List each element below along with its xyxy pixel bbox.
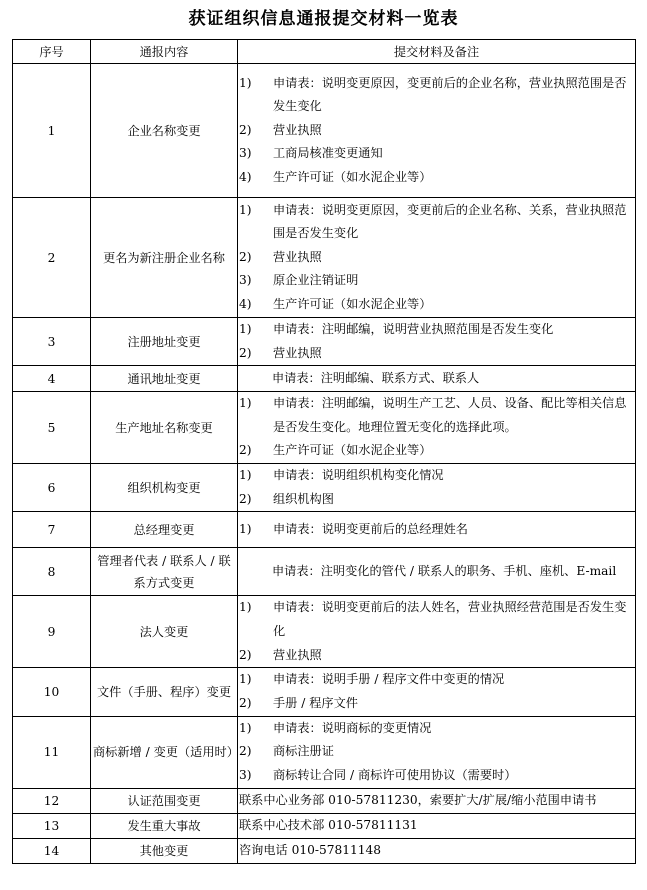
- material-index: 3): [239, 767, 252, 782]
- table-row: [13, 813, 636, 838]
- row-item: 法人变更: [91, 596, 238, 668]
- row-number: 6: [13, 464, 91, 512]
- material-line: [238, 199, 635, 246]
- table-row: [13, 318, 636, 366]
- material-text: 生产许可证（如水泥企业等）: [273, 296, 432, 311]
- material-text: 生产许可证（如水泥企业等）: [273, 169, 432, 184]
- table-row: [13, 512, 636, 548]
- material-line: [238, 142, 635, 166]
- row-item: 更名为新注册企业名称: [91, 198, 238, 318]
- row-materials: [238, 366, 636, 392]
- material-line: [238, 166, 635, 190]
- row-number: 10: [13, 668, 91, 716]
- row-materials: [238, 318, 636, 366]
- row-item: 组织机构变更: [91, 464, 238, 512]
- row-item: 管理者代表 / 联系人 / 联系方式变更: [91, 548, 238, 596]
- material-line: [238, 269, 635, 293]
- row-materials: [238, 464, 636, 512]
- material-index: 3): [239, 273, 252, 288]
- row-item: 商标新增 / 变更（适用时）: [91, 716, 238, 788]
- material-line: [238, 119, 635, 143]
- material-text: 组织机构图: [273, 491, 334, 506]
- row-item: 生产地址名称变更: [91, 392, 238, 464]
- material-line: [238, 318, 635, 342]
- row-number: 12: [13, 788, 91, 813]
- table-row: [13, 838, 636, 863]
- table-row: [13, 366, 636, 392]
- material-line: [238, 246, 635, 270]
- material-text: 申请表：说明变更原因，变更前后的企业名称，营业执照范围是否发生变化: [273, 75, 627, 114]
- material-index: 2): [239, 345, 252, 360]
- row-materials: [238, 596, 636, 668]
- row-materials: [238, 548, 636, 596]
- table-header-row: [13, 40, 636, 64]
- row-materials: [238, 64, 636, 198]
- row-number: 3: [13, 318, 91, 366]
- table-row: [13, 64, 636, 198]
- row-item: 总经理变更: [91, 512, 238, 548]
- contact-text: 咨询电话 010-57811148: [239, 842, 382, 857]
- row-number: 9: [13, 596, 91, 668]
- material-text: 生产许可证（如水泥企业等）: [273, 443, 432, 458]
- row-materials: [238, 788, 636, 813]
- table-row: [13, 392, 636, 464]
- material-line: [238, 644, 635, 668]
- table-row: [13, 716, 636, 788]
- row-materials: [238, 668, 636, 716]
- material-index: 2): [239, 249, 252, 264]
- table-body: [13, 64, 636, 864]
- material-text: 申请表：说明商标的变更情况: [273, 720, 432, 735]
- table-row: [13, 464, 636, 512]
- row-number: 2: [13, 198, 91, 318]
- material-line: [238, 392, 635, 439]
- row-item: 企业名称变更: [91, 64, 238, 198]
- material-line: [238, 764, 635, 788]
- material-index: 1): [239, 600, 252, 615]
- contact-text: 联系中心业务部 010-57811230，索要扩大/扩展/缩小范围申请书: [239, 792, 597, 807]
- material-index: 2): [239, 122, 252, 137]
- material-index: 2): [239, 695, 252, 710]
- material-text: 手册 / 程序文件: [273, 695, 358, 710]
- row-number: 5: [13, 392, 91, 464]
- row-number: 8: [13, 548, 91, 596]
- material-text: 工商局核准变更通知: [273, 146, 383, 161]
- header-no: 序号: [13, 40, 91, 64]
- material-index: 4): [239, 169, 252, 184]
- material-line: [238, 692, 635, 716]
- row-number: 13: [13, 813, 91, 838]
- material-index: 1): [239, 75, 252, 90]
- material-text: 申请表：注明邮编，说明生产工艺、人员、设备、配比等相关信息是否发生变化。地理位置无变化的选择此项。: [273, 396, 627, 434]
- material-line: [238, 668, 635, 692]
- material-index: 1): [239, 468, 252, 483]
- material-index: 4): [239, 296, 252, 311]
- material-line: [238, 72, 635, 119]
- material-index: 2): [239, 491, 252, 506]
- row-item: 认证范围变更: [91, 788, 238, 813]
- material-text: 申请表：说明组织机构变化情况: [273, 468, 444, 483]
- material-text: 营业执照: [273, 345, 322, 360]
- material-text: 营业执照: [273, 647, 322, 662]
- material-index: 1): [239, 322, 252, 336]
- material-line: [238, 717, 635, 741]
- material-line: [238, 464, 635, 488]
- material-text: 申请表：说明变更前后的总经理姓名: [273, 522, 468, 537]
- header-item: 通报内容: [91, 40, 238, 64]
- material-line: [238, 488, 635, 512]
- material-index: 2): [239, 443, 252, 458]
- material-index: 3): [239, 146, 252, 161]
- material-index: 1): [239, 672, 252, 687]
- material-text: 申请表：说明手册 / 程序文件中变更的情况: [273, 672, 505, 687]
- row-item: 文件（手册、程序）变更: [91, 668, 238, 716]
- row-item: 其他变更: [91, 838, 238, 863]
- material-line: [238, 740, 635, 764]
- material-text: 营业执照: [273, 122, 322, 137]
- material-index: 2): [239, 744, 252, 759]
- material-index: 1): [239, 202, 252, 217]
- material-text: 营业执照: [273, 249, 322, 264]
- row-materials: [238, 716, 636, 788]
- row-item: 通讯地址变更: [91, 366, 238, 392]
- material-text: 原企业注销证明: [273, 273, 359, 288]
- row-item: 发生重大事故: [91, 813, 238, 838]
- table-row: [13, 788, 636, 813]
- materials-table: [12, 39, 636, 864]
- material-index: 1): [239, 720, 252, 735]
- row-item: 注册地址变更: [91, 318, 238, 366]
- contact-text: 联系中心技术部 010-57811131: [239, 817, 418, 832]
- material-text: 商标转让合同 / 商标许可使用协议（需要时）: [273, 767, 517, 782]
- material-text: 申请表：注明邮编，说明营业执照范围是否发生变化: [273, 322, 554, 336]
- header-materials: 提交材料及备注: [238, 40, 636, 64]
- row-number: 14: [13, 838, 91, 863]
- material-line: [238, 596, 635, 643]
- table-row: [13, 668, 636, 716]
- row-materials: [238, 813, 636, 838]
- row-number: 11: [13, 716, 91, 788]
- material-line: [238, 293, 635, 317]
- material-index: 1): [239, 522, 252, 537]
- material-text: 申请表：注明变化的管代 / 联系人的职务、手机、座机、E-mail: [272, 564, 617, 579]
- row-materials: [238, 392, 636, 464]
- material-text: 申请表：说明变更前后的法人姓名，营业执照经营范围是否发生变化: [273, 600, 627, 639]
- material-text: 申请表：说明变更原因，变更前后的企业名称、关系，营业执照范围是否发生变化: [273, 202, 627, 241]
- material-line: [238, 439, 635, 463]
- material-text: 商标注册证: [273, 744, 334, 759]
- material-text: 申请表：注明邮编、联系方式、联系人: [272, 370, 480, 385]
- page-title: 获证组织信息通报提交材料一览表: [188, 9, 459, 29]
- material-line: [238, 342, 635, 366]
- table-row: [13, 596, 636, 668]
- material-index: 1): [239, 396, 252, 411]
- row-materials: [238, 838, 636, 863]
- row-materials: [238, 198, 636, 318]
- material-line: [238, 518, 635, 542]
- row-materials: [238, 512, 636, 548]
- row-number: 4: [13, 366, 91, 392]
- table-row: [13, 548, 636, 596]
- table-row: [13, 198, 636, 318]
- row-number: 7: [13, 512, 91, 548]
- row-number: 1: [13, 64, 91, 198]
- material-index: 2): [239, 647, 252, 662]
